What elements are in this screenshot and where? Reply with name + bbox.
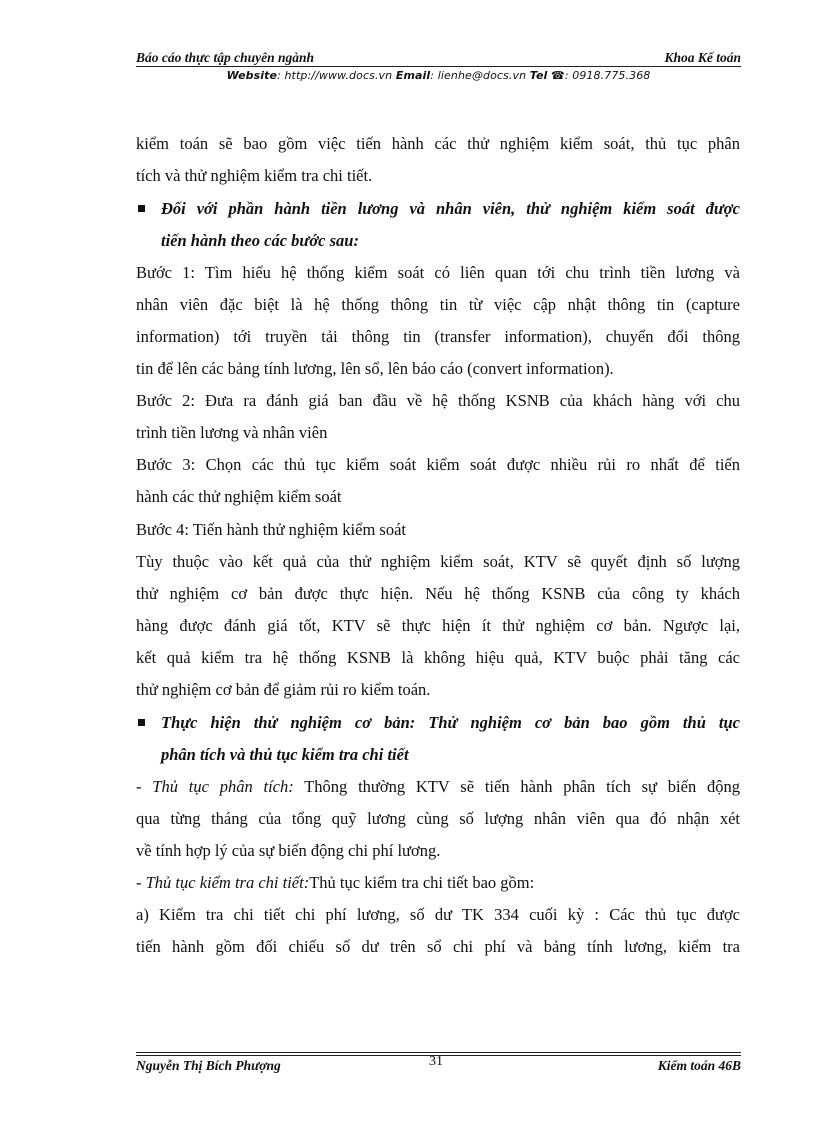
body-line: Bước 2: Đưa ra đánh giá ban đầu về hệ thống KSNB của khách hàng với chu — [136, 391, 740, 410]
body-line: information) tới truyền tải thông tin (transfer information), chuyển đổi thông — [136, 327, 740, 346]
body-line: kết quả kiểm tra hệ thống KSNB là không hiệu quả, KTV buộc phải tăng các — [136, 648, 740, 667]
footer-author: Nguyễn Thị Bích Phượng — [136, 1058, 281, 1073]
body-line: Bước 3: Chọn các thủ tục kiểm soát kiểm soát được nhiều rủi ro nhất để tiến — [136, 455, 740, 474]
section-heading: phân tích và thủ tục kiểm tra chi tiết — [161, 745, 409, 764]
header-left: Báo cáo thực tập chuyên ngành — [136, 50, 314, 65]
body-line: tích và thử nghiệm kiểm tra chi tiết. — [136, 166, 373, 185]
body-line: tiến hành gồm đối chiếu số dư trên sổ chi phí và bảng tính lương, kiểm tra — [136, 937, 740, 956]
phone-icon: ☎ — [551, 69, 565, 82]
page-header — [136, 50, 741, 66]
body-line: thử nghiệm cơ bản được thực hiện. Nếu hệ thống KSNB của công ty khách — [136, 584, 740, 603]
body-line: qua từng tháng của tổng quỹ lương cùng số lượng nhân viên qua đó nhận xét — [136, 809, 740, 828]
tel-label: Tel — [529, 69, 548, 82]
body-line: Bước 4: Tiến hành thử nghiệm kiểm soát — [136, 520, 406, 539]
body-line: hành các thử nghiệm kiểm soát — [136, 487, 342, 506]
bullet-square-icon — [138, 719, 145, 726]
body-text: Thủ tục kiểm tra chi tiết bao gồm: — [309, 873, 535, 892]
body-line: về tính hợp lý của sự biến động chi phí lương. — [136, 841, 441, 860]
section-heading: Thực hiện thử nghiệm cơ bản: Thử nghiệm cơ bản bao gồm thủ tục — [161, 713, 740, 732]
header-right: Khoa Kế toán — [664, 50, 741, 65]
email-value: : lienhe@docs.vn — [430, 69, 527, 82]
body-line — [136, 873, 740, 893]
tel-value: : 0918.775.368 — [564, 69, 651, 82]
footer-rule — [136, 1052, 741, 1053]
subheading-analysis: - Thủ tục phân tích: — [136, 777, 294, 796]
header-contact — [136, 69, 741, 82]
page-number: 31 — [429, 1054, 443, 1069]
body-line: tin để lên các bảng tính lương, lên sổ, lên báo cáo (convert information). — [136, 359, 614, 378]
header-rule — [136, 66, 741, 67]
body-line: thử nghiệm cơ bản để giảm rủi ro kiểm toán. — [136, 680, 431, 699]
body-line: Bước 1: Tìm hiểu hệ thống kiểm soát có liên quan tới chu trình tiền lương và — [136, 263, 740, 282]
body-line: hàng được đánh giá tốt, KTV sẽ thực hiện ít thử nghiệm cơ bản. Ngược lại, — [136, 616, 740, 635]
body-line: Tùy thuộc vào kết quả của thử nghiệm kiểm soát, KTV sẽ quyết định số lượng — [136, 552, 740, 571]
email-label: Email — [395, 69, 431, 82]
section-heading: tiến hành theo các bước sau: — [161, 231, 359, 250]
body-line: a) Kiểm tra chi tiết chi phí lương, số dư TK 334 cuối kỳ : Các thủ tục được — [136, 905, 740, 924]
body-line: trình tiền lương và nhân viên — [136, 423, 328, 442]
body-line — [136, 777, 740, 797]
footer-class: Kiểm toán 46B — [657, 1058, 741, 1073]
subheading-detail: - Thủ tục kiểm tra chi tiết: — [136, 873, 310, 892]
body-line: kiểm toán sẽ bao gồm việc tiến hành các thử nghiệm kiểm soát, thủ tục phân — [136, 134, 740, 153]
body-text: Thông thường KTV sẽ tiến hành phân tích sự biến động — [293, 777, 740, 796]
bullet-square-icon — [138, 205, 145, 212]
website-label: Website — [226, 69, 278, 82]
website-value: : http://www.docs.vn — [277, 69, 393, 82]
body-line: nhân viên đặc biệt là hệ thống thông tin từ việc cập nhật thông tin (capture — [136, 295, 740, 314]
section-heading: Đối với phần hành tiền lương và nhân viên, thử nghiệm kiểm soát được — [161, 199, 740, 218]
